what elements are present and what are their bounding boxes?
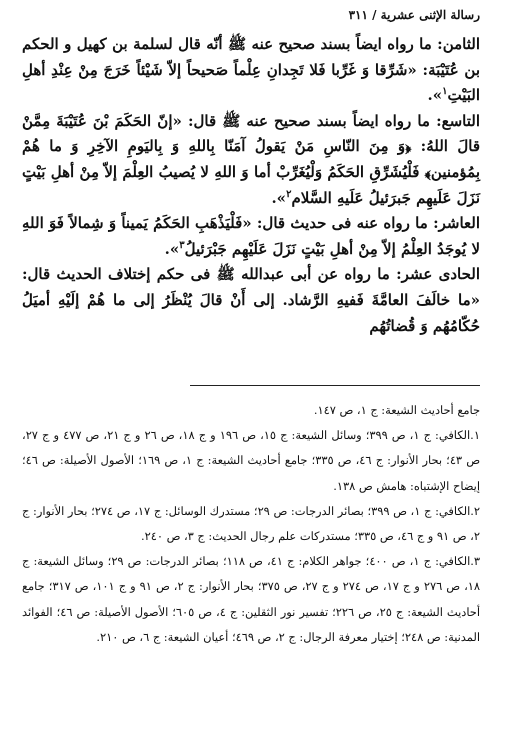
paragraph-tenth (22, 211, 480, 262)
paragraph-text: ما رواه ايضاً بسند صحيح عنه ﷺ أنّه قال لسلمة بن كهيل و الحكم بن عُتَيْبَة: (22, 35, 480, 79)
footnote-2: ٢.الكافي: ج ١، ص ٣٩٩؛ بصائر الدرجات: ص ٢٩؛ مستدرك الوسائل: ج ١٧، ص ٢٧٤؛ بحار الأنوار: ج ٢، ص ٩١ و ج ٤٦، ص ٣٣٥؛ مستدركات علم رجال الحديث: ج ٣، ص ٢٤٠. (22, 503, 480, 544)
paragraph-ninth (22, 109, 480, 211)
hadith-quote: «إنّ الحَكَمَ بْنَ عُتَيْبَةَ مِمَّنْ قالَ اللهُ: ﴿وَ مِنَ النّاسِ مَنْ يَقولُ آمَنّا بِاللهِ وَ بِاليَومِ الآخِرِ وَ ما هُمْ بِمُؤمنين﴾ فَلْيُشَرِّقِ الحَكَمُ وَلْيُغَرِّبْ أما وَ اللهِ لا يُصيبُ العِلْمَ إلاّ مِنْ أهلِ بَيْتٍ نَزَلَ عَلَيهِم جَبرَئيلُ عَلَيهِ السَّلام (22, 111, 480, 207)
paragraph-lead: العاشر: (433, 214, 480, 233)
footnote-ref: ١ (442, 86, 448, 98)
running-header: رسالة الإثنى عشرية / ٣١١ (348, 8, 480, 22)
paragraph-eighth (22, 32, 480, 109)
footnote-divider (190, 385, 480, 386)
footnote-ref: ٢ (286, 188, 292, 200)
main-text (22, 32, 480, 339)
quote-close: ». (271, 188, 287, 207)
footnote-1: ١.الكافي: ج ١، ص ٣٩٩؛ وسائل الشيعة: ج ١٥، ص ١٩٦ و ج ١٨، ص ٢٦ و ج ٢١، ص ٤٧٧ و ج ٢٧، ص ٤٣؛ بحار الأنوار: ج ٤٦، ص ٣٣٥؛ جامع أحاديث الشيعة: ج ١، ص ١٦٩؛ الأصول الأصيلة: ص ٤٦؛ إيضاح الإشتباه: هامش ص ١٣٨. (22, 428, 480, 493)
paragraph-text: ما رواه ايضاً بسند صحيح عنه ﷺ قال: (181, 111, 437, 130)
paragraph-lead: الحادى عشر: (396, 265, 481, 284)
paragraph-lead: التاسع: (436, 111, 480, 130)
hadith-quote: «ما خالَفَ العامَّةَ فَفيهِ الرَّشاد. إلى أَنْ قالَ يُنْظَرُ إلى ما هُمْ إلَيْهِ أميَلُ حُكّامُهُم وَ قُضاتُهُم (22, 290, 480, 335)
quote-close: ». (164, 239, 180, 258)
footnote-continued: جامع أحاديث الشيعة: ج ١، ص ١٤٧. (313, 403, 480, 417)
footnote-3: ٣.الكافي: ج ١، ص ٤٠٠؛ جواهر الكلام: ج ٤١، ص ١١٨؛ بصائر الدرجات: ص ٢٩؛ وسائل الشيعة: ج ١٨، ص ٢٧٦ و ج ١٧، ص ٢٧٤ و ج ٢٧، ص ٣٧٥؛ بحار الأنوار: ج ٢، ص ٩١ و ج ١٠١، ص ٣١٧؛ جامع أحاديث الشيعة: ج ٢٥، ص ٢٢٦؛ تفسير نور الثقلين: ج ٤، ص ٦٠٥؛ الأصول الأصيلة: ص ٤٦؛ الفوائد المدنية: ص ٢٤٨؛ إختيار معرفة الرجال: ج ٢، ص ٤٦٩؛ أعيان الشيعة: ج ٦، ص ٢١٠. (22, 554, 481, 644)
paragraph-eleventh (22, 262, 480, 339)
paragraph-lead: الثامن: (437, 35, 480, 53)
paragraph-text: ما رواه عنه فى حديث قال: (251, 214, 434, 233)
paragraph-text: ما رواه عن أبى عبدالله ﷺ فى حكم إختلاف الحديث قال: (22, 265, 397, 284)
footnote-ref: ٣ (179, 239, 185, 251)
footnotes (22, 398, 480, 650)
quote-close: ». (427, 86, 443, 105)
hadith-quote: «فَلْيَذْهَبِ الحَكَمُ يَميناً وَ شِمالاً فَوَ اللهِ لا يُوجَدُ العِلْمُ إلاّ مِنْ أهلِ بَيْتٍ نَزَلَ عَلَيْهِم جَبْرَئيلُ (22, 214, 480, 258)
hadith-quote: «شَرِّقا وَ غَرِّبا فَلا تَجِدانِ عِلْماً صَحيحاً إلاّ شَيْئاً خَرَجَ مِنْ عِنْدِ أهلِ البَيْتِ (22, 60, 480, 105)
